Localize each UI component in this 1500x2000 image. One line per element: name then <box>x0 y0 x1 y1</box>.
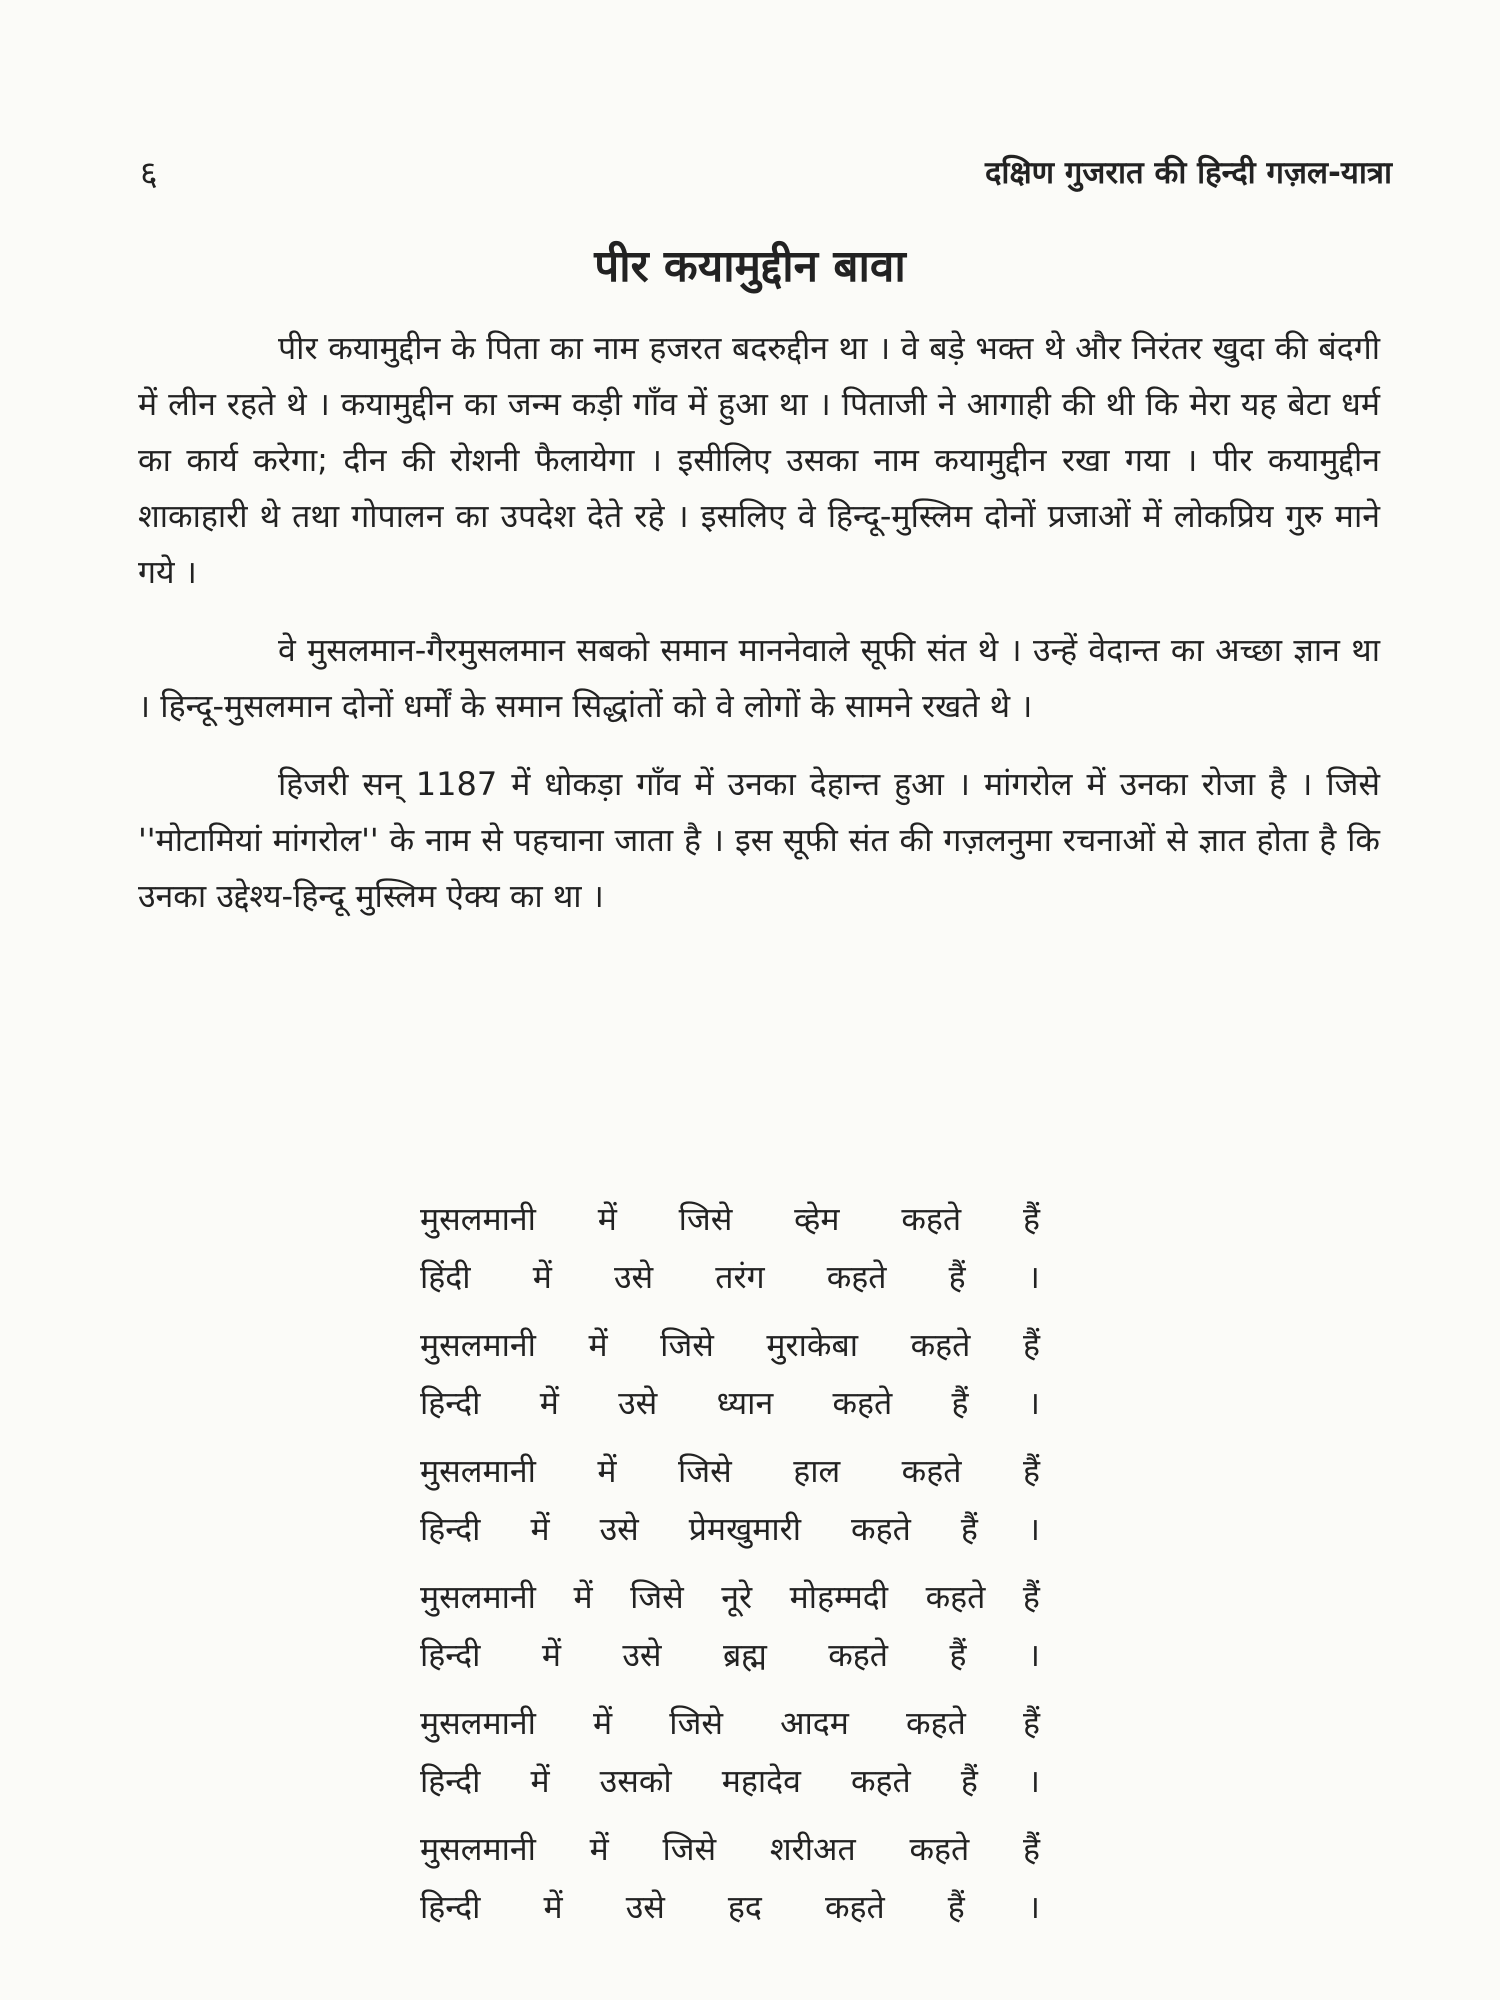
poem-word: में <box>532 1258 552 1296</box>
poem-word: जिसे <box>678 1452 732 1490</box>
poem-word: कहते <box>906 1704 966 1742</box>
poem-word: । <box>1027 1636 1040 1674</box>
poem-line <box>420 1878 1040 1936</box>
poem-word: हैं <box>949 1636 967 1674</box>
poem-word: । <box>1027 1384 1040 1422</box>
poem-word: मुसलमानी <box>420 1704 536 1742</box>
poem-word: जिसे <box>660 1326 714 1364</box>
poem-word: में <box>530 1510 550 1548</box>
poem-word: उसे <box>618 1384 658 1422</box>
poem-line <box>420 1190 1040 1248</box>
poem-stanza <box>420 1820 1040 1936</box>
poem-word: जिसे <box>678 1200 733 1238</box>
poem-word: कहते <box>851 1510 911 1548</box>
poem-line <box>420 1752 1040 1810</box>
poem-line <box>420 1248 1040 1306</box>
poem-word: हद <box>727 1888 762 1926</box>
poem-word: नूरे <box>721 1578 753 1616</box>
poem-word: में <box>573 1578 593 1616</box>
poem-word: में <box>589 1830 609 1868</box>
poem-word: मोहम्मदी <box>789 1578 889 1616</box>
poem-word: कहते <box>901 1452 962 1490</box>
poem-word: । <box>1027 1258 1040 1296</box>
poem-word: तरंग <box>715 1258 765 1296</box>
poem-word: हैं <box>948 1258 966 1296</box>
poem-word: हिन्दी <box>420 1384 481 1422</box>
poem-stanza <box>420 1568 1040 1684</box>
poem-word: मुसलमानी <box>420 1326 536 1364</box>
poem-word: जिसे <box>662 1830 717 1868</box>
poem-word: हिन्दी <box>420 1510 481 1548</box>
poem-word: हैं <box>1022 1200 1040 1238</box>
poem-word: में <box>597 1200 617 1238</box>
paragraph: पीर कयामुद्दीन के पिता का नाम हजरत बदरुद्दीन था । वे बड़े भक्त थे और निरंतर खुदा की बंदगी में लीन रहते थे । कयामुद्दीन का जन्म कड़ी गाँव में हुआ था । पिताजी ने आगाही की थी कि मेरा यह बेटा धर्म का कार्य करेगा; दीन की रोशनी फैलायेगा । इसीलिए उसका नाम कयामुद्दीन रखा गया । पीर कयामुद्दीन शाकाहारी थे तथा गोपालन का उपदेश देते रहे । इसलिए वे हिन्दू-मुस्लिम दोनों प्रजाओं में लोकप्रिय गुरु माने गये । <box>138 329 1380 591</box>
poem-word: हैं <box>947 1888 965 1926</box>
page-number: ६ <box>140 154 158 194</box>
poem-line <box>420 1500 1040 1558</box>
poem-word: हैं <box>1022 1452 1040 1490</box>
poem-word: में <box>539 1384 559 1422</box>
poem-line <box>420 1374 1040 1432</box>
poem-word: हैं <box>1022 1326 1040 1364</box>
poem-word: हिन्दी <box>420 1762 481 1800</box>
poem-word: प्रेमखुमारी <box>688 1510 802 1548</box>
poem-word: मुसलमानी <box>420 1200 536 1238</box>
poem-word: कहते <box>925 1578 986 1616</box>
poem-word: हैं <box>960 1510 978 1548</box>
poem-word: में <box>588 1326 608 1364</box>
poem-word: आदम <box>780 1704 849 1742</box>
poem-word: कहते <box>824 1888 885 1926</box>
poem-word: में <box>593 1704 613 1742</box>
poem-word: हिंदी <box>420 1258 471 1296</box>
poem-word: कहते <box>832 1384 893 1422</box>
poem-word: शरीअत <box>769 1830 856 1868</box>
poem-word: उसे <box>599 1510 639 1548</box>
poem-line <box>420 1568 1040 1626</box>
poem-word: हैं <box>960 1762 978 1800</box>
poem-stanza <box>420 1442 1040 1558</box>
poem-word: हिन्दी <box>420 1888 481 1926</box>
poem-word: कहते <box>828 1636 889 1674</box>
chapter-title: पीर कयामुद्दीन बावा <box>594 241 906 292</box>
poem-word: उसे <box>622 1636 662 1674</box>
page-header <box>140 148 1392 196</box>
poem-word: हिन्दी <box>420 1636 481 1674</box>
poem-word: व्हेम <box>794 1200 840 1238</box>
poem-word: कहते <box>826 1258 887 1296</box>
poem-word: मुसलमानी <box>420 1830 536 1868</box>
poem-stanza <box>420 1694 1040 1810</box>
poem-word: मुराकेबा <box>766 1326 859 1364</box>
poem-word: मुसलमानी <box>420 1452 536 1490</box>
poem-line <box>420 1626 1040 1684</box>
poem-word: में <box>530 1762 550 1800</box>
poem-word: कहते <box>909 1830 970 1868</box>
poem-word: उसको <box>599 1762 672 1800</box>
poem-word: मुसलमानी <box>420 1578 536 1616</box>
poem-word: हैं <box>951 1384 969 1422</box>
poem-line <box>420 1442 1040 1500</box>
poem-word: । <box>1027 1888 1040 1926</box>
poem-word: में <box>541 1636 561 1674</box>
poem-stanza <box>420 1190 1040 1306</box>
poem-word: जिसे <box>630 1578 684 1616</box>
poem-word: में <box>543 1888 563 1926</box>
poem-word: हैं <box>1022 1830 1040 1868</box>
running-title: दक्षिण गुजरात की हिन्दी गज़ल-यात्रा <box>984 155 1392 191</box>
poem-word: में <box>597 1452 617 1490</box>
poem-word: हाल <box>793 1452 841 1490</box>
poem-line <box>420 1694 1040 1752</box>
poem-word: । <box>1027 1762 1040 1800</box>
poem-word: उसे <box>625 1888 665 1926</box>
body-text <box>138 320 1380 946</box>
poem-word: ध्यान <box>716 1384 774 1422</box>
paragraph: वे मुसलमान-गैरमुसलमान सबको समान माननेवाले सूफी संत थे । उन्हें वेदान्त का अच्छा ज्ञान था । हिन्दू-मुसलमान दोनों धर्मों के समान सिद्धांतों को वे लोगों के सामने रखते थे । <box>138 631 1380 725</box>
poem-word: जिसे <box>669 1704 723 1742</box>
poem-line <box>420 1820 1040 1878</box>
poem-word: उसे <box>613 1258 654 1296</box>
poem-word: कहते <box>910 1326 971 1364</box>
poem-stanza <box>420 1316 1040 1432</box>
poem-word: हैं <box>1022 1704 1040 1742</box>
poem <box>420 1190 1040 1946</box>
poem-word: कहते <box>901 1200 962 1238</box>
poem-word: हैं <box>1022 1578 1040 1616</box>
poem-line <box>420 1316 1040 1374</box>
poem-word: कहते <box>850 1762 911 1800</box>
paragraph: हिजरी सन् 1187 में धोकड़ा गाँव में उनका देहान्त हुआ । मांगरोल में उनका रोजा है । जिसे ''मोटामियां मांगरोल'' के नाम से पहचाना जाता है । इस सूफी संत की गज़लनुमा रचनाओं से ज्ञात होता है कि उनका उद्देश्य-हिन्दू मुस्लिम ऐक्य का था । <box>138 765 1380 915</box>
poem-word: महादेव <box>721 1762 801 1800</box>
poem-word: ब्रह्म <box>722 1636 767 1674</box>
poem-word: । <box>1027 1510 1040 1548</box>
